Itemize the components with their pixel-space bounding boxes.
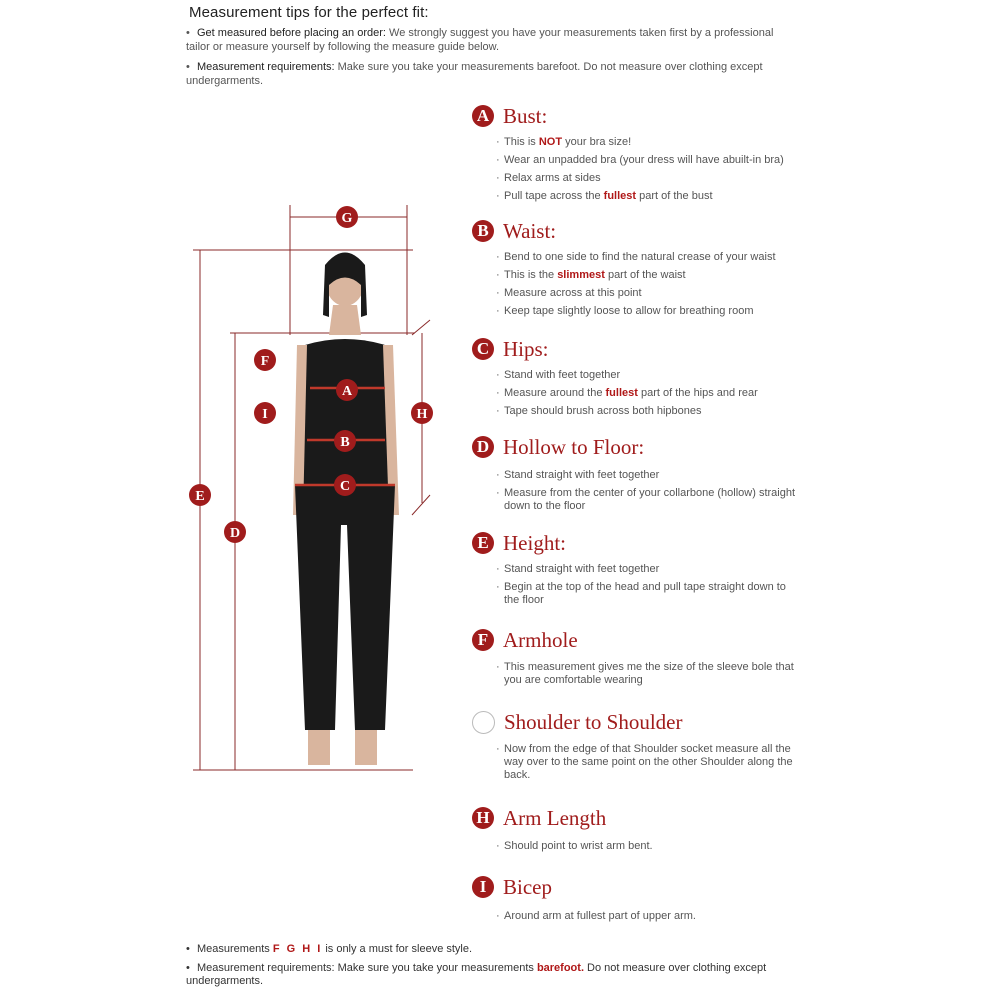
label-b: B [340, 435, 350, 450]
tip-get-measured: • Get measured before placing an order: We strongly suggest you have your measurements taken first by a professional tailor or measure yourself by following the measure guide below. [186, 27, 774, 53]
list-item: · This is the slimmest part of the waist [496, 269, 686, 281]
section-header-0 [472, 103, 547, 129]
list-item: · Measure across at this point [496, 287, 642, 299]
tip-measurement-requirements: • Measurement requirements: Make sure you take your measurements barefoot. Do not measure over clothing except undergarments. [186, 61, 763, 87]
section-header-7 [472, 805, 606, 831]
section-title: Shoulder to Shoulder [504, 709, 683, 734]
label-d: D [229, 526, 241, 541]
list-item: · Begin at the top of the head and pull tape straight down to the floor [496, 581, 786, 606]
list-item: · Stand with feet together [496, 369, 621, 381]
section-badge: E [472, 532, 494, 554]
label-i: I [262, 407, 268, 422]
label-g: G [341, 211, 353, 226]
footer-note-sleeve: • Measurements F G H I is only a must for sleeve style. [186, 943, 473, 955]
section-items [496, 136, 806, 208]
list-item: · Should point to wrist arm bent. [496, 840, 653, 852]
section-header-6 [472, 709, 683, 735]
section-header-8 [472, 874, 552, 900]
label-a: A [341, 384, 353, 399]
measurement-diagram [185, 195, 445, 785]
section-title: Hollow to Floor: [503, 434, 645, 459]
footer-note-requirements: • Measurement requirements: Make sure you take your measurements barefoot. Do not measure over clothing except undergarments. [186, 962, 767, 987]
section-badge [472, 711, 495, 734]
section-title: Arm Length [503, 805, 607, 830]
label-e: E [195, 489, 205, 504]
list-item: · This measurement gives me the size of the sleeve bole that you are comfortable wearing [496, 661, 794, 686]
section-title: Armhole [503, 627, 578, 652]
list-item: · Stand straight with feet together [496, 469, 660, 481]
section-header-3 [472, 434, 644, 460]
section-items [496, 840, 806, 858]
section-badge: F [472, 629, 494, 651]
label-f: F [260, 354, 270, 369]
list-item: · This is NOT your bra size! [496, 136, 632, 148]
list-item: · Measure around the fullest part of the hips and rear [496, 387, 758, 399]
section-header-2 [472, 336, 549, 362]
list-item: · Relax arms at sides [496, 172, 601, 184]
section-badge: A [472, 105, 494, 127]
list-item: · Around arm at fullest part of upper arm. [496, 910, 696, 922]
section-items [496, 369, 806, 423]
label-h: H [416, 407, 428, 422]
section-items [496, 661, 806, 692]
list-item: · Keep tape slightly loose to allow for breathing room [496, 305, 754, 317]
section-items [496, 469, 806, 518]
list-item: · Bend to one side to find the natural crease of your waist [496, 251, 776, 263]
section-title: Bicep [503, 874, 552, 899]
section-title: Bust: [503, 103, 548, 128]
page-title: Measurement tips for the perfect fit: [189, 4, 429, 21]
section-badge: B [472, 220, 494, 242]
section-header-5 [472, 627, 578, 653]
section-items [496, 743, 806, 787]
list-item: · Now from the edge of that Shoulder socket measure all the way over to the same point on the other Shoulder along the back. [496, 743, 793, 781]
section-items [496, 563, 806, 612]
section-badge: H [472, 807, 494, 829]
section-title: Height: [503, 530, 566, 555]
section-badge: D [472, 436, 494, 458]
section-title: Hips: [503, 336, 549, 361]
list-item: · Measure from the center of your collarbone (hollow) straight down to the floor [496, 487, 796, 512]
section-header-1 [472, 218, 556, 244]
list-item: · Stand straight with feet together [496, 563, 660, 575]
list-item: · Pull tape across the fullest part of the bust [496, 190, 713, 202]
section-items [496, 910, 806, 928]
section-items [496, 251, 806, 323]
section-badge: I [472, 876, 494, 898]
section-badge: C [472, 338, 494, 360]
section-header-4 [472, 530, 566, 556]
list-item: · Wear an unpadded bra (your dress will have abuilt-in bra) [496, 154, 784, 166]
list-item: · Tape should brush across both hipbones [496, 405, 702, 417]
section-title: Waist: [503, 218, 557, 243]
label-c: C [339, 479, 351, 494]
